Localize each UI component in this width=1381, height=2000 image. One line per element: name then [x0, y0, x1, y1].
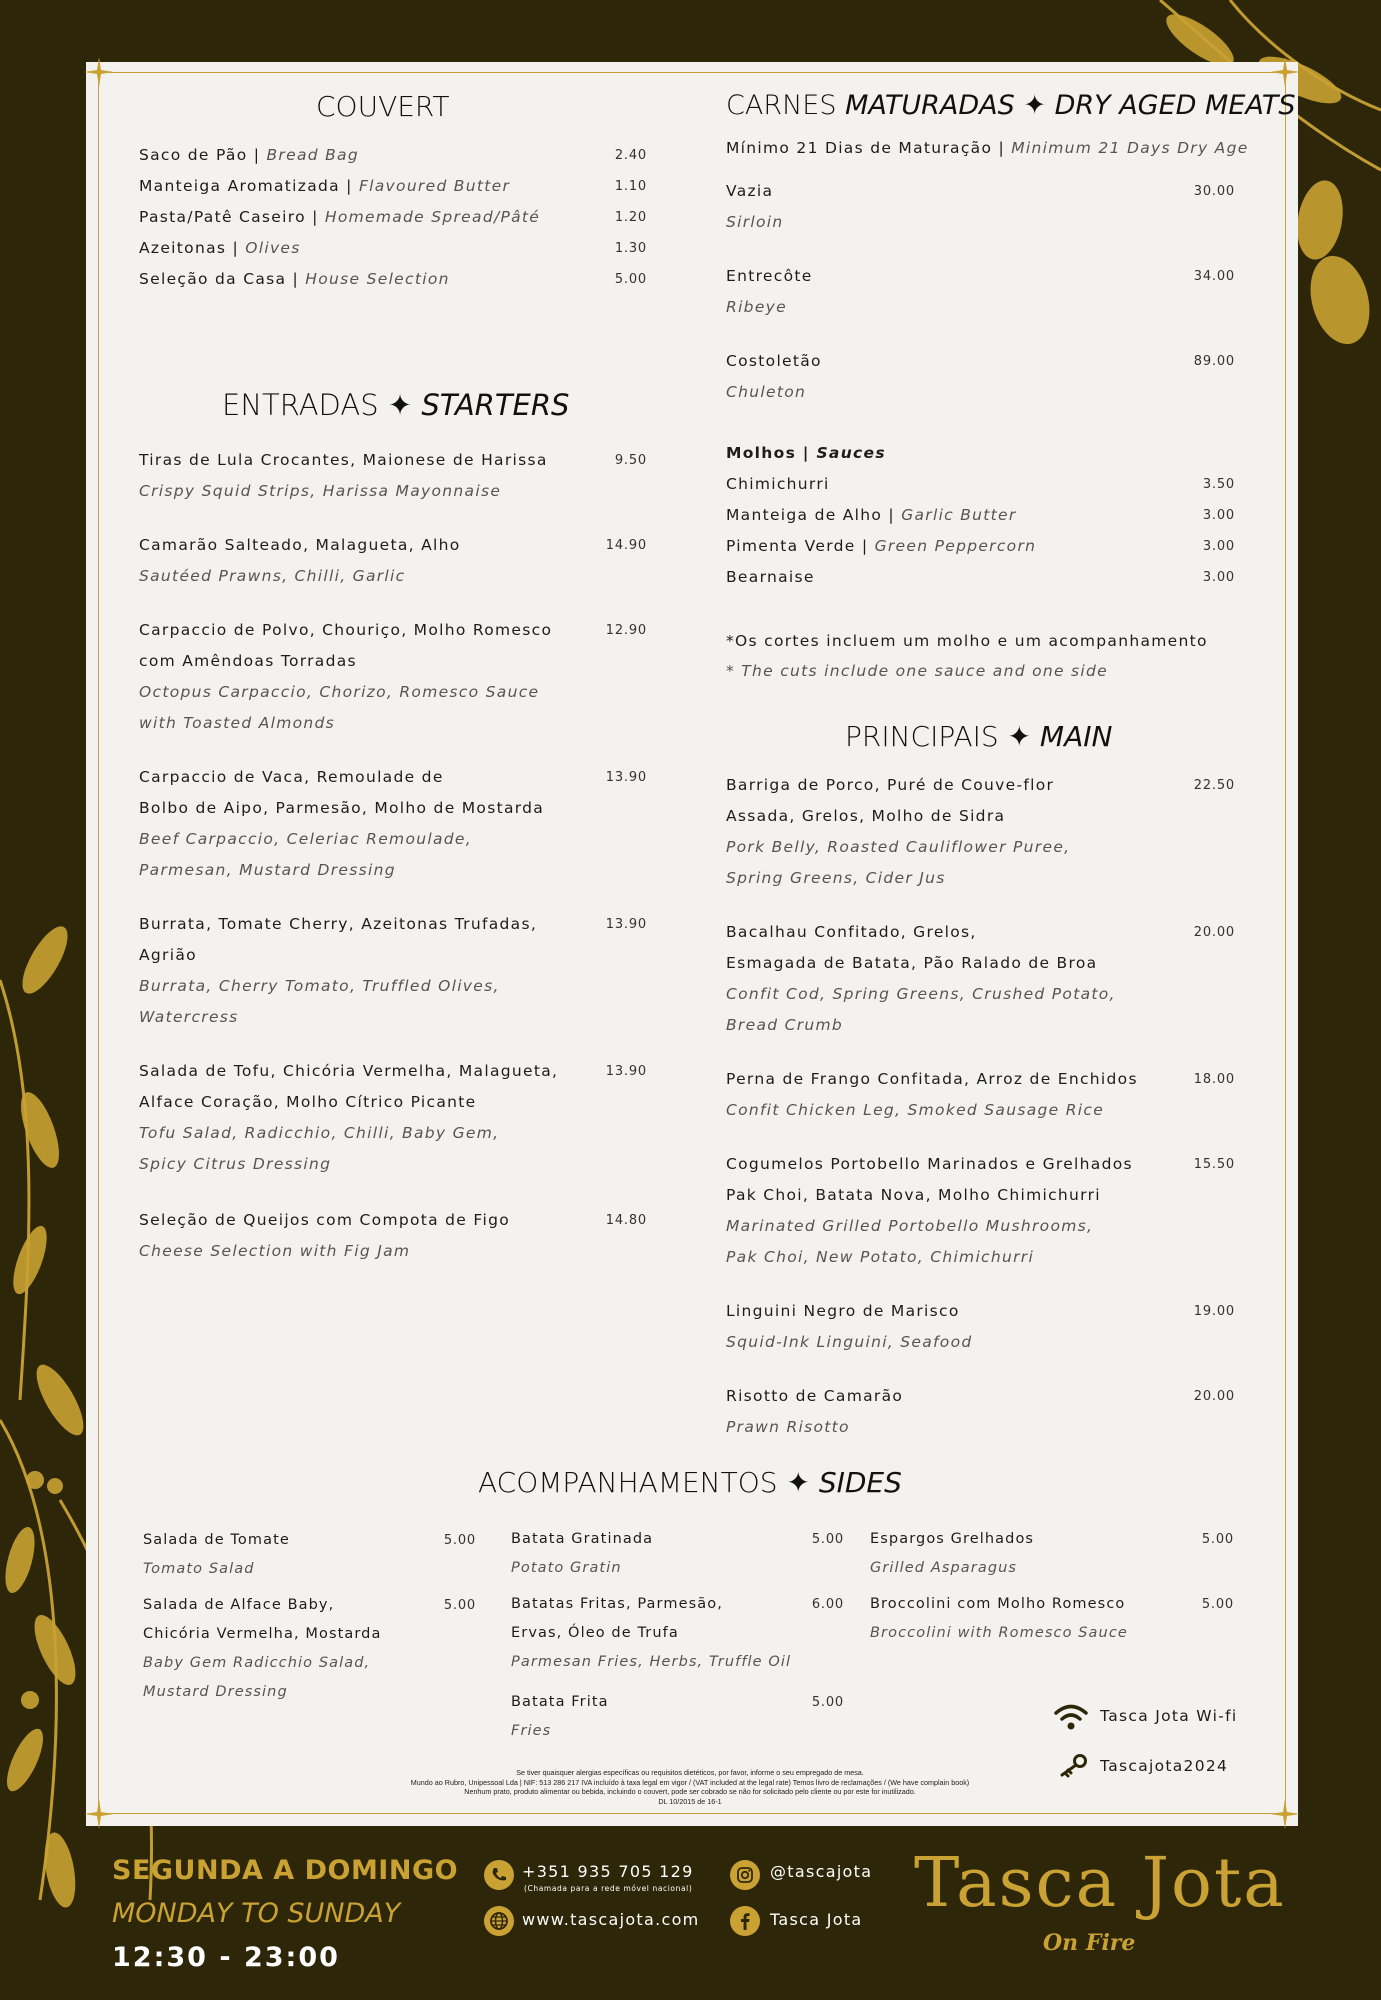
item-price: 34.00: [1193, 269, 1235, 284]
side-translation: Fries: [511, 1723, 552, 1739]
wifi-icon: [1054, 1703, 1088, 1731]
starter-name: Bolbo de Aipo, Parmesão, Molho de Mostarda: [139, 799, 545, 817]
side-name: Broccolini com Molho Romesco: [870, 1596, 1126, 1612]
side-translation: Potato Gratin: [511, 1560, 622, 1576]
main-dish-translation: Pak Choi, New Potato, Chimichurri: [726, 1248, 1035, 1266]
gold-frame: [98, 72, 1286, 1814]
couvert-item-pt: Azeitonas: [139, 239, 227, 257]
main-dish-translation: Pork Belly, Roasted Cauliflower Puree,: [726, 838, 1071, 856]
days-pt: SEGUNDA A DOMINGO: [112, 1855, 459, 1886]
side-translation: Grilled Asparagus: [870, 1560, 1018, 1576]
item-price: 18.00: [1193, 1072, 1235, 1087]
sauce-item: [726, 474, 830, 494]
separator: |: [882, 506, 902, 524]
starter-name: Seleção de Queijos com Compota de Figo: [139, 1211, 510, 1229]
item-price: 1.20: [614, 210, 647, 225]
sides-heading-en: SIDES: [818, 1466, 902, 1499]
starter-translation: Sautéed Prawns, Chilli, Garlic: [139, 567, 406, 585]
couvert-heading: COUVERT: [316, 90, 450, 123]
separator: |: [305, 208, 325, 226]
days-en: MONDAY TO SUNDAY: [112, 1898, 401, 1929]
item-price: 2.40: [614, 148, 647, 163]
item-price: 6.00: [811, 1597, 844, 1612]
sides-heading-pt: ACOMPANHAMENTOS: [478, 1466, 778, 1499]
item-price: 13.90: [605, 770, 647, 785]
couvert-item: [139, 269, 450, 289]
facebook-page[interactable]: Tasca Jota: [770, 1910, 863, 1929]
main-dish-translation: Squid-Ink Linguini, Seafood: [726, 1333, 973, 1351]
sauces-heading: Molhos | Sauces: [726, 444, 886, 462]
side-translation: Mustard Dressing: [143, 1684, 288, 1700]
meat-cut-name: Costoletão: [726, 352, 822, 370]
main-dish-name: Pak Choi, Batata Nova, Molho Chimichurri: [726, 1186, 1101, 1204]
couvert-item-en: Homemade Spread/Pâté: [324, 208, 541, 226]
couvert-item-pt: Saco de Pão: [139, 146, 248, 164]
item-price: 20.00: [1193, 925, 1235, 940]
opening-hours: 12:30 - 23:00: [112, 1942, 340, 1973]
side-translation: Broccolini with Romesco Sauce: [870, 1625, 1128, 1641]
item-price: 3.00: [1202, 570, 1235, 585]
item-price: 1.10: [614, 179, 647, 194]
phone-icon: [484, 1860, 514, 1890]
starter-translation: Cheese Selection with Fig Jam: [139, 1242, 411, 1260]
globe-icon: [484, 1906, 514, 1936]
sauce-item-pt: Chimichurri: [726, 475, 830, 493]
sides-heading: [478, 1466, 902, 1499]
instagram-icon: [730, 1860, 760, 1890]
separator: |: [855, 537, 875, 555]
item-price: 30.00: [1193, 184, 1235, 199]
sauce-item-en: Garlic Butter: [901, 506, 1017, 524]
starter-name: Agrião: [139, 946, 197, 964]
meats-heading-en: DRY AGED MEATS: [1054, 90, 1296, 121]
starter-translation: with Toasted Almonds: [139, 714, 336, 732]
meat-cut-name: Entrecôte: [726, 267, 813, 285]
main-dish-name: Barriga de Porco, Puré de Couve-flor: [726, 776, 1055, 794]
item-price: 5.00: [1201, 1597, 1234, 1612]
item-price: 12.90: [605, 623, 647, 638]
couvert-item-pt: Seleção da Casa: [139, 270, 287, 288]
sparkle-icon: ✦: [1023, 90, 1055, 121]
starters-heading-pt: ENTRADAS: [222, 388, 379, 422]
meats-subtitle: Mínimo 21 Dias de Maturação | Minimum 21 Days Dry Age: [726, 139, 1249, 157]
sauce-item-pt: Pimenta Verde: [726, 537, 856, 555]
brand-logo: Tasca Jota: [914, 1844, 1286, 1923]
starter-name: Tiras de Lula Crocantes, Maionese de Harissa: [139, 451, 548, 469]
starter-translation: Tofu Salad, Radicchio, Chilli, Baby Gem,: [139, 1124, 500, 1142]
item-price: 5.00: [1201, 1532, 1234, 1547]
main-dish-name: Bacalhau Confitado, Grelos,: [726, 923, 977, 941]
separator: |: [339, 177, 359, 195]
sauce-item-en: Green Peppercorn: [874, 537, 1037, 555]
item-price: 20.00: [1193, 1389, 1235, 1404]
brand-tagline: On Fire: [1043, 1930, 1136, 1956]
wifi-password: Tascajota2024: [1100, 1757, 1229, 1775]
couvert-item-en: Olives: [245, 239, 301, 257]
main-heading: [845, 720, 1112, 753]
starter-translation: Crispy Squid Strips, Harissa Mayonnaise: [139, 482, 502, 500]
item-price: 5.00: [614, 272, 647, 287]
separator: |: [226, 239, 246, 257]
item-price: 5.00: [443, 1598, 476, 1613]
starter-name: Camarão Salteado, Malagueta, Alho: [139, 536, 461, 554]
starter-translation: Parmesan, Mustard Dressing: [139, 861, 396, 879]
side-translation: Parmesan Fries, Herbs, Truffle Oil: [511, 1654, 792, 1670]
item-price: 14.90: [605, 538, 647, 553]
meat-cut-translation: Ribeye: [726, 298, 787, 316]
couvert-item-en: Flavoured Butter: [358, 177, 511, 195]
starter-translation: Octopus Carpaccio, Chorizo, Romesco Sauce: [139, 683, 540, 701]
meat-cut-name: Vazia: [726, 182, 774, 200]
cuts-note-pt: *Os cortes incluem um molho e um acompanhamento: [726, 632, 1208, 650]
website-link[interactable]: www.tascajota.com: [522, 1910, 700, 1929]
item-price: 1.30: [614, 241, 647, 256]
starter-name: Alface Coração, Molho Cítrico Picante: [139, 1093, 477, 1111]
side-name: Chicória Vermelha, Mostarda: [143, 1626, 382, 1642]
sauce-item-pt: Bearnaise: [726, 568, 815, 586]
item-price: 13.90: [605, 917, 647, 932]
side-name: Batata Frita: [511, 1694, 609, 1710]
main-dish-translation: Confit Cod, Spring Greens, Crushed Potato,: [726, 985, 1116, 1003]
starter-name: Carpaccio de Vaca, Remoulade de: [139, 768, 444, 786]
couvert-item-pt: Manteiga Aromatizada: [139, 177, 340, 195]
corner-star-icon: [1270, 1799, 1300, 1829]
legal-line: Mundo ao Rubro, Unipessoal Lda | NIF: 513 286 217 IVA incluído à taxa legal em vigor / (VAT included at the legal rate) Temos livro de reclamações / (We have complain book): [410, 1777, 970, 1787]
starters-heading: [222, 388, 569, 422]
separator: |: [286, 270, 306, 288]
starter-translation: Beef Carpaccio, Celeriac Remoulade,: [139, 830, 472, 848]
facebook-icon: [730, 1906, 760, 1936]
side-name: Salada de Tomate: [143, 1532, 290, 1548]
item-price: 5.00: [811, 1532, 844, 1547]
phone-number[interactable]: +351 935 705 129: [522, 1862, 694, 1881]
sparkle-icon: ✦: [1007, 720, 1040, 753]
couvert-item: [139, 176, 510, 196]
side-name: Batata Gratinada: [511, 1531, 654, 1547]
legal-line: DL 10/2015 de 16-1: [658, 1796, 722, 1806]
main-dish-name: Cogumelos Portobello Marinados e Grelhados: [726, 1155, 1133, 1173]
starter-translation: Watercress: [139, 1008, 239, 1026]
legal-line: Nenhum prato, produto alimentar ou bebida, incluindo o couvert, pode ser cobrado se não for solicitado pelo cliente ou por este for inutilizado.: [464, 1787, 916, 1796]
item-price: 3.00: [1202, 508, 1235, 523]
side-translation: Baby Gem Radicchio Salad,: [143, 1655, 371, 1671]
item-price: 5.00: [443, 1533, 476, 1548]
main-heading-pt: PRINCIPAIS: [845, 720, 999, 753]
item-price: 13.90: [605, 1064, 647, 1079]
couvert-item: [139, 145, 359, 165]
starter-translation: Spicy Citrus Dressing: [139, 1155, 332, 1173]
corner-star-icon: [1270, 57, 1300, 87]
meats-heading-pt: CARNES: [726, 90, 837, 121]
main-dish-translation: Spring Greens, Cider Jus: [726, 869, 946, 887]
main-dish-translation: Confit Chicken Leg, Smoked Sausage Rice: [726, 1101, 1105, 1119]
starter-translation: Burrata, Cherry Tomato, Truffled Olives,: [139, 977, 500, 995]
legal-notice: [300, 1768, 1080, 1806]
instagram-handle[interactable]: @tascajota: [770, 1862, 873, 1881]
main-dish-name: Risotto de Camarão: [726, 1387, 904, 1405]
main-dish-name: Esmagada de Batata, Pão Ralado de Broa: [726, 954, 1098, 972]
meats-heading-pt-italic: MATURADAS: [845, 90, 1015, 121]
sparkle-icon: ✦: [387, 388, 422, 422]
sauce-item: [726, 536, 1036, 556]
side-translation: Tomato Salad: [143, 1561, 255, 1577]
main-dish-name: Perna de Frango Confitada, Arroz de Enchidos: [726, 1070, 1138, 1088]
separator: |: [247, 146, 267, 164]
corner-star-icon: [84, 1799, 114, 1829]
starter-name: Burrata, Tomate Cherry, Azeitonas Trufadas,: [139, 915, 538, 933]
item-price: 19.00: [1193, 1304, 1235, 1319]
meat-cut-translation: Chuleton: [726, 383, 807, 401]
couvert-item-en: Bread Bag: [266, 146, 359, 164]
item-price: 89.00: [1193, 354, 1235, 369]
cuts-note-en: * The cuts include one sauce and one side: [726, 662, 1109, 680]
corner-star-icon: [84, 57, 114, 87]
starter-name: Carpaccio de Polvo, Chouriço, Molho Romesco: [139, 621, 553, 639]
item-price: 3.00: [1202, 539, 1235, 554]
starters-heading-en: STARTERS: [421, 388, 570, 422]
item-price: 9.50: [614, 453, 647, 468]
phone-note: (Chamada para a rede móvel nacional): [524, 1884, 693, 1893]
sauce-item-pt: Manteiga de Alho: [726, 506, 883, 524]
item-price: 3.50: [1202, 477, 1235, 492]
item-price: 22.50: [1193, 778, 1235, 793]
starter-name: Salada de Tofu, Chicória Vermelha, Malagueta,: [139, 1062, 559, 1080]
couvert-item-pt: Pasta/Patê Caseiro: [139, 208, 306, 226]
side-name: Espargos Grelhados: [870, 1531, 1035, 1547]
sparkle-icon: ✦: [786, 1466, 819, 1499]
item-price: 14.80: [605, 1213, 647, 1228]
main-dish-translation: Prawn Risotto: [726, 1418, 850, 1436]
starter-name: com Amêndoas Torradas: [139, 652, 357, 670]
couvert-item: [139, 207, 540, 227]
sauce-item: [726, 567, 815, 587]
meat-cut-translation: Sirloin: [726, 213, 784, 231]
sauce-item: [726, 505, 1017, 525]
wifi-network: Tasca Jota Wi-fi: [1100, 1707, 1238, 1725]
main-dish-translation: Marinated Grilled Portobello Mushrooms,: [726, 1217, 1094, 1235]
couvert-item: [139, 238, 301, 258]
main-dish-name: Assada, Grelos, Molho de Sidra: [726, 807, 1006, 825]
side-name: Ervas, Óleo de Trufa: [511, 1625, 679, 1641]
couvert-item-en: House Selection: [305, 270, 450, 288]
main-heading-en: MAIN: [1039, 720, 1113, 753]
item-price: 5.00: [811, 1695, 844, 1710]
meats-heading: [726, 90, 1296, 121]
side-name: Salada de Alface Baby,: [143, 1597, 335, 1613]
main-dish-translation: Bread Crumb: [726, 1016, 844, 1034]
side-name: Batatas Fritas, Parmesão,: [511, 1596, 723, 1612]
legal-line: Se tiver quaisquer alergias específicas ou requisitos dietéticos, por favor, informe o seu empregado de mesa.: [516, 1768, 864, 1777]
main-dish-name: Linguini Negro de Marisco: [726, 1302, 960, 1320]
item-price: 15.50: [1193, 1157, 1235, 1172]
